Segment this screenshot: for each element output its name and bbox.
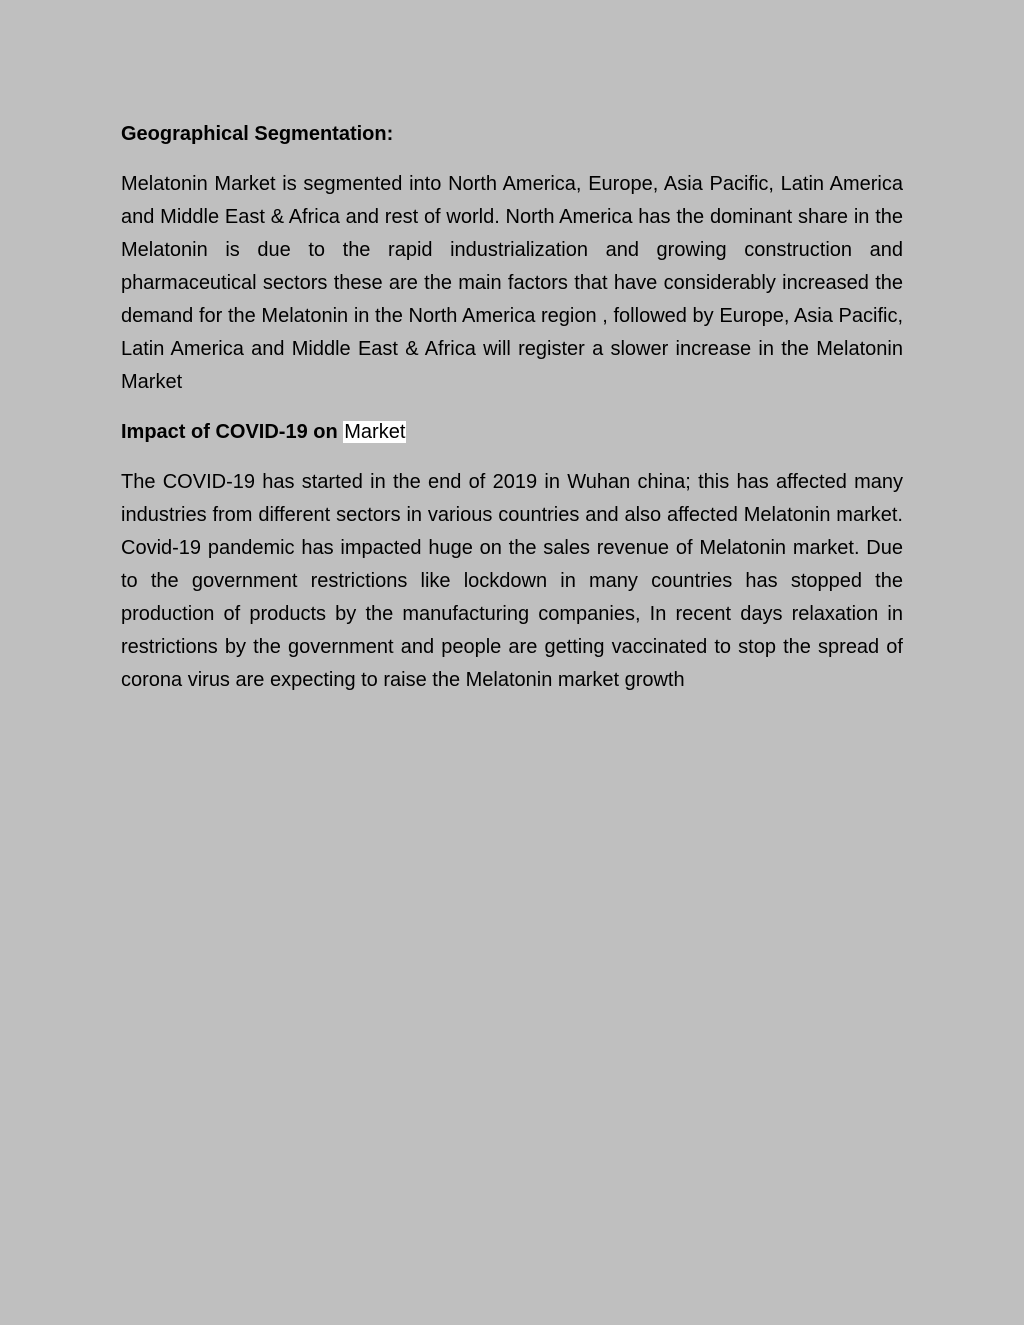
covid-impact-heading <box>121 416 903 449</box>
geographical-segmentation-paragraph: Melatonin Market is segmented into North America, Europe, Asia Pacific, Latin America and Middle East & Africa and rest of world. North America has the dominant share in the Melatonin is due to the rapid industrialization and growing construction and pharmaceutical sectors these are the main factors that have considerably increased the demand for the Melatonin in the North America region , followed by Europe, Asia Pacific, Latin America and Middle East & Africa will register a slower increase in the Melatonin Market <box>121 173 903 393</box>
document-content <box>121 118 903 714</box>
geographical-segmentation-heading: Geographical Segmentation: <box>121 123 394 145</box>
covid-impact-paragraph: The COVID-19 has started in the end of 2019 in Wuhan china; this has affected many industries from different sectors in various countries and also affected Melatonin market. Covid-19 pandemic has impacted huge on the sales revenue of Melatonin market. Due to the government restrictions like lockdown in many countries has stopped the production of products by the manufacturing companies, In recent days relaxation in restrictions by the government and people are getting vaccinated to stop the spread of corona virus are expecting to raise the Melatonin market growth <box>121 471 903 691</box>
covid-impact-heading-text: Impact of COVID-19 on <box>121 421 344 443</box>
highlighted-market-word: Market <box>344 421 406 443</box>
